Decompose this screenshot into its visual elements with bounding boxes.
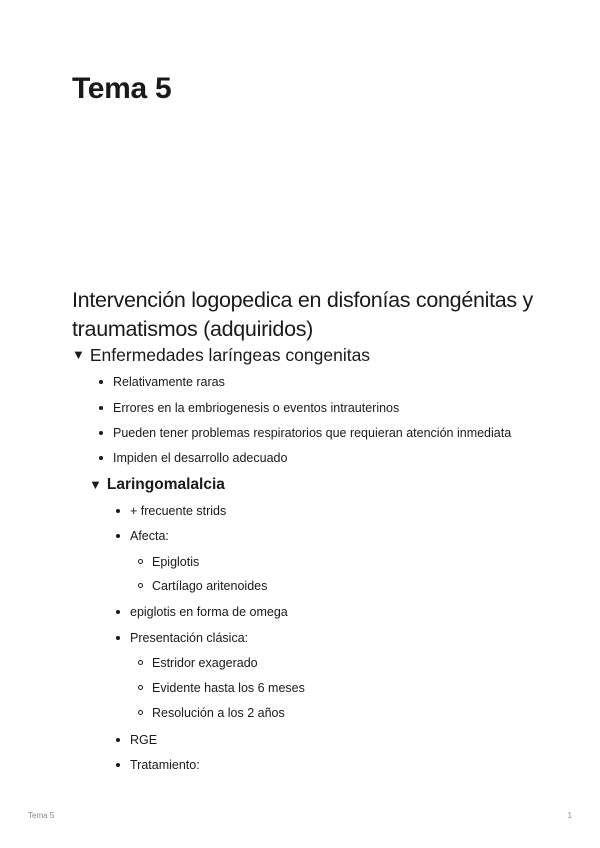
- list-item: [152, 578, 267, 594]
- toggle-triangle-icon: ▼: [72, 347, 85, 362]
- list-item: [152, 554, 199, 570]
- circle-bullet-icon: [138, 583, 143, 588]
- bullet-icon: [116, 738, 120, 742]
- toggle-laringomalacia[interactable]: [89, 474, 225, 496]
- list-item-text: Impiden el desarrollo adecuado: [113, 451, 288, 465]
- list-item-text: Relativamente raras: [113, 375, 225, 389]
- bullet-icon: [116, 610, 120, 614]
- list-item-text: Afecta:: [130, 529, 169, 543]
- list-item-text: Presentación clásica:: [130, 631, 249, 645]
- circle-bullet-icon: [138, 710, 143, 715]
- footer-page-number: 1: [567, 811, 572, 820]
- toggle-congenital-diseases[interactable]: [72, 344, 370, 366]
- footer-page-title: Tema 5: [28, 811, 55, 820]
- list-item-text: Pueden tener problemas respiratorios que requieran atención inmediata: [113, 426, 512, 440]
- bullet-icon: [116, 636, 120, 640]
- bullet-icon: [99, 406, 103, 410]
- list-item: [113, 450, 287, 466]
- list-item-text: Epiglotis: [152, 555, 200, 569]
- bullet-icon: [99, 456, 103, 460]
- section-heading: Intervención logopedica en disfonías congénitas y traumatismos (adquiridos): [72, 288, 534, 341]
- list-item: [130, 604, 288, 620]
- list-item-text: Resolución a los 2 años: [152, 706, 285, 720]
- bullet-icon: [99, 431, 103, 435]
- list-item-text: epiglotis en forma de omega: [130, 605, 288, 619]
- list-item-text: Errores en la embriogenesis o eventos intrauterinos: [113, 401, 400, 415]
- bullet-icon: [116, 509, 120, 513]
- list-item-text: RGE: [130, 733, 158, 747]
- list-item-text: + frecuente strids: [130, 504, 227, 518]
- list-item: [152, 680, 305, 696]
- toggle-triangle-icon: ▼: [89, 477, 102, 492]
- list-item: [130, 732, 157, 748]
- toggle-heading-label: Enfermedades laríngeas congenitas: [89, 345, 371, 365]
- list-item: [152, 655, 258, 671]
- circle-bullet-icon: [138, 685, 143, 690]
- list-item: [130, 630, 248, 646]
- bullet-icon: [116, 534, 120, 538]
- list-item: [130, 503, 226, 519]
- circle-bullet-icon: [138, 660, 143, 665]
- list-item: [130, 528, 169, 544]
- list-item: [113, 374, 225, 390]
- circle-bullet-icon: [138, 559, 143, 564]
- list-item-text: Tratamiento:: [130, 758, 200, 772]
- list-item-text: Estridor exagerado: [152, 656, 258, 670]
- list-item: [130, 757, 200, 773]
- bullet-icon: [116, 763, 120, 767]
- list-item-text: Cartílago aritenoides: [152, 579, 268, 593]
- list-item-text: Evidente hasta los 6 meses: [152, 681, 305, 695]
- list-item: [113, 400, 399, 416]
- bullet-icon: [99, 380, 103, 384]
- list-item: [152, 705, 285, 721]
- toggle-heading-label: Laringomalalcia: [106, 476, 225, 493]
- page-title: Tema 5: [72, 72, 172, 105]
- list-item: [113, 425, 511, 441]
